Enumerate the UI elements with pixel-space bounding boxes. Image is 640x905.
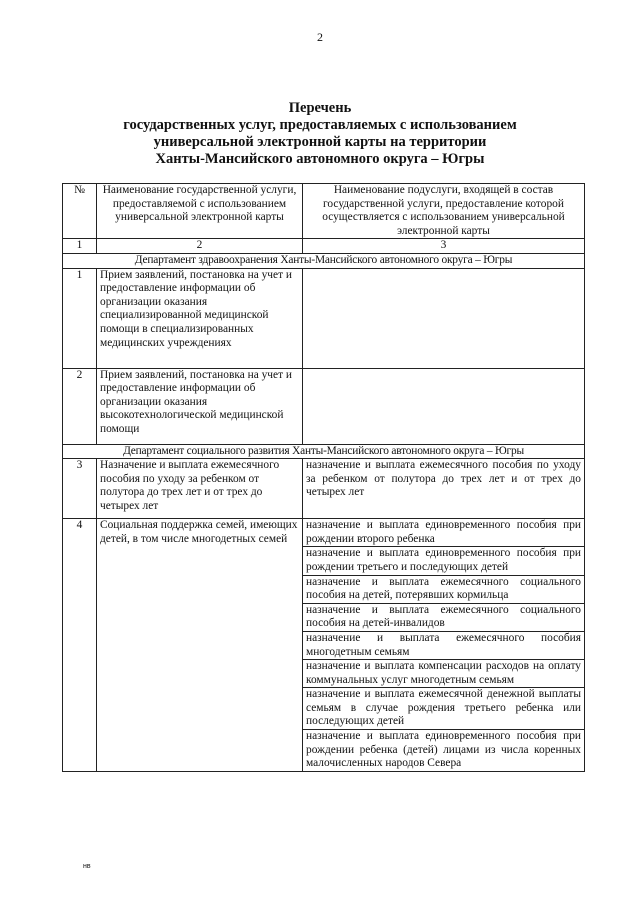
row-num: 1: [63, 268, 97, 368]
table-row: [63, 368, 585, 444]
row-num: 2: [63, 368, 97, 444]
col-number: 2: [97, 239, 303, 254]
subservice-cell: назначение и выплата единовременного пособия при рождении третьего и последующих детей: [303, 547, 585, 575]
title-line-4: Ханты-Мансийского автономного округа – Югры: [155, 151, 485, 167]
subservice-cell: назначение и выплата единовременного пособия при рождении второго ребенка: [303, 519, 585, 547]
col-number: 3: [303, 239, 585, 254]
department-health: Департамент здравоохранения Ханты-Мансийского автономного округа – Югры: [63, 253, 585, 268]
subservice-cell: назначение и выплата компенсации расходов на оплату коммунальных услуг многодетным семьям: [303, 660, 585, 688]
subservice-cell: [303, 368, 585, 444]
title-line-2: государственных услуг, предоставляемых с использованием: [123, 117, 517, 133]
subservice-cell: назначение и выплата ежемесячной денежной выплаты семьям в случае рождения третьего ребенка или последующих детей: [303, 688, 585, 730]
subservice-cell: [303, 268, 585, 368]
document-title: [0, 100, 640, 168]
header-service: Наименование государственной услуги, предоставляемой с использованием универсальной электронной карты: [97, 184, 303, 239]
table-row: [63, 268, 585, 368]
row-num: 3: [63, 459, 97, 519]
service-name: Прием заявлений, постановка на учет и предоставление информации об организации оказания высокотехнологической медицинской помощи: [97, 368, 303, 444]
services-table: [62, 183, 585, 772]
service-name: Назначение и выплата ежемесячного пособия по уходу за ребенком от полутора до трех лет и от трех до четырех лет: [97, 459, 303, 519]
department-social: Департамент социального развития Ханты-Мансийского автономного округа – Югры: [63, 444, 585, 459]
subservice-cell: назначение и выплата ежемесячного пособия многодетным семьям: [303, 631, 585, 659]
title-line-1: Перечень: [288, 100, 352, 116]
row-num: 4: [63, 519, 97, 772]
table-row: [63, 519, 585, 547]
page-number: 2: [317, 30, 323, 44]
title-line-3: универсальной электронной карты на территории: [153, 134, 487, 150]
subservice-cell: назначение и выплата ежемесячного социального пособия на детей-инвалидов: [303, 603, 585, 631]
col-number: 1: [63, 239, 97, 254]
table-header-row: [63, 184, 585, 239]
table-row: [63, 459, 585, 519]
footer-mark: нв: [83, 863, 91, 870]
service-name: Прием заявлений, постановка на учет и предоставление информации об организации оказания специализированной медицинской помощи в специализированных медицинских учреждениях: [97, 268, 303, 368]
column-number-row: [63, 239, 585, 254]
service-name: Социальная поддержка семей, имеющих детей, в том числе многодетных семей: [97, 519, 303, 772]
subservice-cell: назначение и выплата единовременного пособия при рождении ребенка (детей) лицами из числа коренных малочисленных народов Севера: [303, 730, 585, 772]
header-num: №: [63, 184, 97, 239]
header-subservice: Наименование подуслуги, входящей в состав государственной услуги, предоставление которой осуществляется с использованием универсальной электронной карты: [303, 184, 585, 239]
department-row: [63, 444, 585, 459]
subservice-cell: назначение и выплата ежемесячного пособия по уходу за ребенком от полутора до трех лет и от трех до четырех лет: [303, 459, 585, 519]
department-row: [63, 253, 585, 268]
subservice-cell: назначение и выплата ежемесячного социального пособия на детей, потерявших кормильца: [303, 575, 585, 603]
